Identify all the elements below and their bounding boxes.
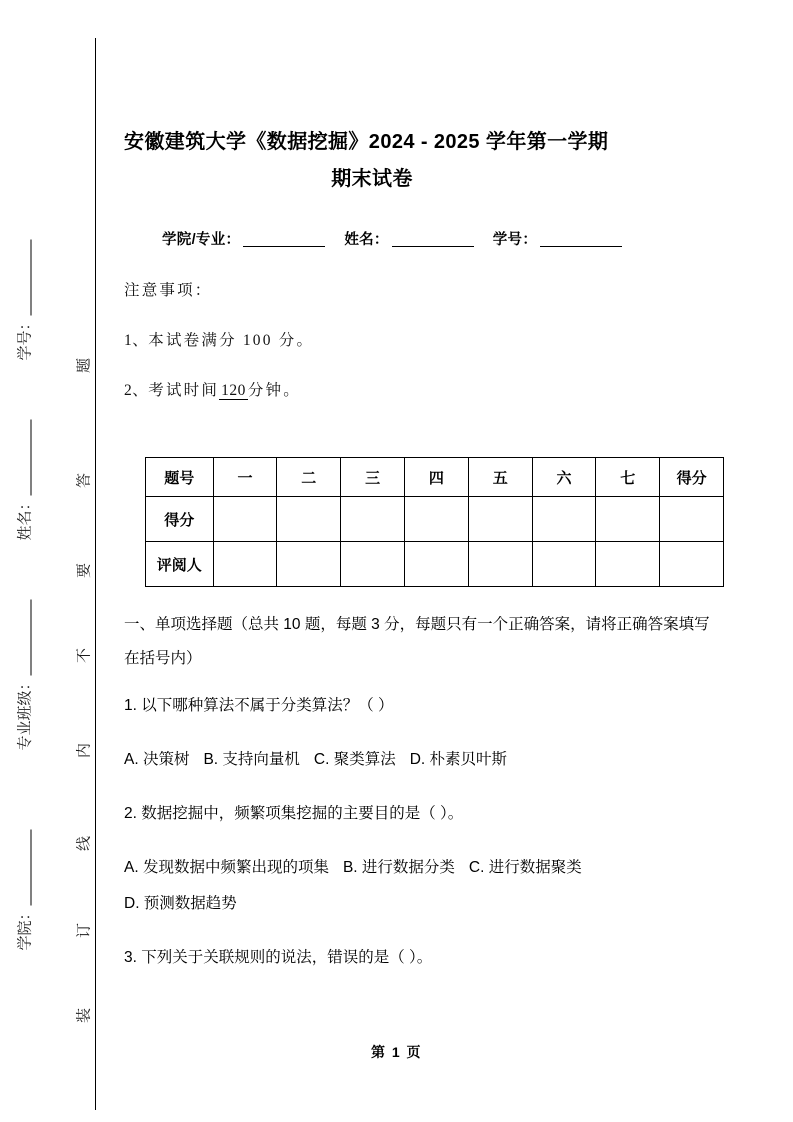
page-title xyxy=(124,124,714,198)
binding-inner-char: 订 xyxy=(76,923,93,939)
table-cell[interactable] xyxy=(213,497,277,542)
page-footer: 第 1 页 xyxy=(370,1044,423,1060)
name-label: 姓名： xyxy=(344,232,389,248)
table-row-header: 得分 xyxy=(146,497,214,542)
option-row xyxy=(124,746,710,774)
notice-number: 2、 xyxy=(124,382,149,399)
table-cell[interactable] xyxy=(596,497,660,542)
name-input[interactable] xyxy=(392,246,474,247)
title-line-1: 安徽建筑大学《数据挖掘》2024 - 2025 学年第一学期 xyxy=(124,131,609,153)
question-options xyxy=(124,746,710,774)
content-column xyxy=(124,0,724,1122)
score-table-wrapper xyxy=(145,457,724,587)
binding-inner-char: 内 xyxy=(76,743,93,759)
table-cell[interactable] xyxy=(532,542,596,587)
exam-duration-value: 120 xyxy=(221,382,246,399)
binding-inner-char: 装 xyxy=(76,1008,93,1024)
option-item[interactable]: C. 聚类算法 xyxy=(313,751,396,768)
binding-field-name xyxy=(14,421,35,541)
table-cell: 得分 xyxy=(660,458,724,497)
binding-field-blank[interactable] xyxy=(31,239,32,315)
binding-field-blank[interactable] xyxy=(31,419,32,495)
binding-field-student-id xyxy=(14,241,35,361)
notices-heading: 注意事项： xyxy=(124,282,213,299)
table-row xyxy=(146,497,724,542)
notice-text-after: 分钟。 xyxy=(247,382,301,399)
table-cell[interactable] xyxy=(468,542,532,587)
notice-text: 考试时间 xyxy=(148,382,220,399)
student-id-label: 学号： xyxy=(492,232,538,248)
option-row xyxy=(124,854,710,882)
binding-inner-char: 要 xyxy=(76,563,93,579)
table-row-header: 题号 xyxy=(146,458,214,497)
binding-field-class xyxy=(14,631,35,751)
option-item[interactable]: C. 进行数据聚类 xyxy=(468,859,582,876)
score-table xyxy=(145,457,724,587)
table-cell[interactable] xyxy=(341,542,405,587)
binding-inner-char: 线 xyxy=(76,836,93,852)
option-item[interactable]: B. 进行数据分类 xyxy=(342,859,455,876)
binding-inner-char: 题 xyxy=(76,358,93,374)
questions-section xyxy=(124,608,710,998)
notice-text: 本试卷满分 100 分。 xyxy=(148,332,315,349)
table-cell[interactable] xyxy=(213,542,277,587)
binding-field-college xyxy=(14,831,35,951)
table-cell[interactable] xyxy=(277,542,341,587)
binding-field-label: 专业班级： xyxy=(17,675,34,751)
binding-margin xyxy=(0,0,96,1122)
college-major-label: 学院/专业： xyxy=(162,232,241,248)
table-cell: 二 xyxy=(277,458,341,497)
section-heading: 一、单项选择题（总共 10 题，每题 3 分，每题只有一个正确答案，请将正确答案填写在括号内） xyxy=(124,616,710,667)
table-cell[interactable] xyxy=(405,497,469,542)
question-stem: 1. 以下哪种算法不属于分类算法？（ ） xyxy=(124,697,394,714)
option-item[interactable]: B. 支持向量机 xyxy=(203,751,300,768)
table-cell[interactable] xyxy=(532,497,596,542)
student-info-line xyxy=(124,228,714,249)
table-cell: 四 xyxy=(405,458,469,497)
table-cell: 七 xyxy=(596,458,660,497)
binding-vertical-rule xyxy=(95,38,96,1110)
table-row xyxy=(146,542,724,587)
option-row xyxy=(124,890,710,918)
question-stem: 2. 数据挖掘中，频繁项集挖掘的主要目的是（ ）。 xyxy=(124,805,464,822)
question-stem: 3. 下列关于关联规则的说法，错误的是（ ）。 xyxy=(124,949,433,966)
option-item[interactable]: D. 朴素贝叶斯 xyxy=(409,751,508,768)
table-cell[interactable] xyxy=(596,542,660,587)
college-major-input[interactable] xyxy=(243,246,325,247)
binding-field-label: 学院： xyxy=(17,905,34,951)
table-row-header: 评阅人 xyxy=(146,542,214,587)
notice-item-1 xyxy=(124,328,714,350)
table-cell[interactable] xyxy=(468,497,532,542)
binding-inner-char: 不 xyxy=(76,648,93,664)
option-item[interactable]: A. 决策树 xyxy=(124,751,190,768)
table-cell[interactable] xyxy=(405,542,469,587)
binding-field-blank[interactable] xyxy=(31,599,32,675)
option-item[interactable]: D. 预测数据趋势 xyxy=(124,895,237,912)
table-cell[interactable] xyxy=(341,497,405,542)
table-row xyxy=(146,458,724,497)
binding-field-blank[interactable] xyxy=(31,829,32,905)
table-cell[interactable] xyxy=(660,497,724,542)
notices-block xyxy=(124,278,714,428)
question-options xyxy=(124,854,710,918)
table-cell: 五 xyxy=(468,458,532,497)
student-id-input[interactable] xyxy=(540,246,622,247)
table-cell: 六 xyxy=(532,458,596,497)
table-cell[interactable] xyxy=(277,497,341,542)
table-cell: 三 xyxy=(341,458,405,497)
binding-field-label: 学号： xyxy=(17,315,34,361)
notice-number: 1、 xyxy=(124,332,149,349)
option-item[interactable]: A. 发现数据中频繁出现的项集 xyxy=(124,859,329,876)
table-cell[interactable] xyxy=(660,542,724,587)
binding-inner-char: 答 xyxy=(76,473,93,489)
binding-field-label: 姓名： xyxy=(17,495,34,541)
title-line-2: 期末试卷 xyxy=(331,168,413,190)
notice-item-2 xyxy=(124,378,714,400)
table-cell: 一 xyxy=(213,458,277,497)
